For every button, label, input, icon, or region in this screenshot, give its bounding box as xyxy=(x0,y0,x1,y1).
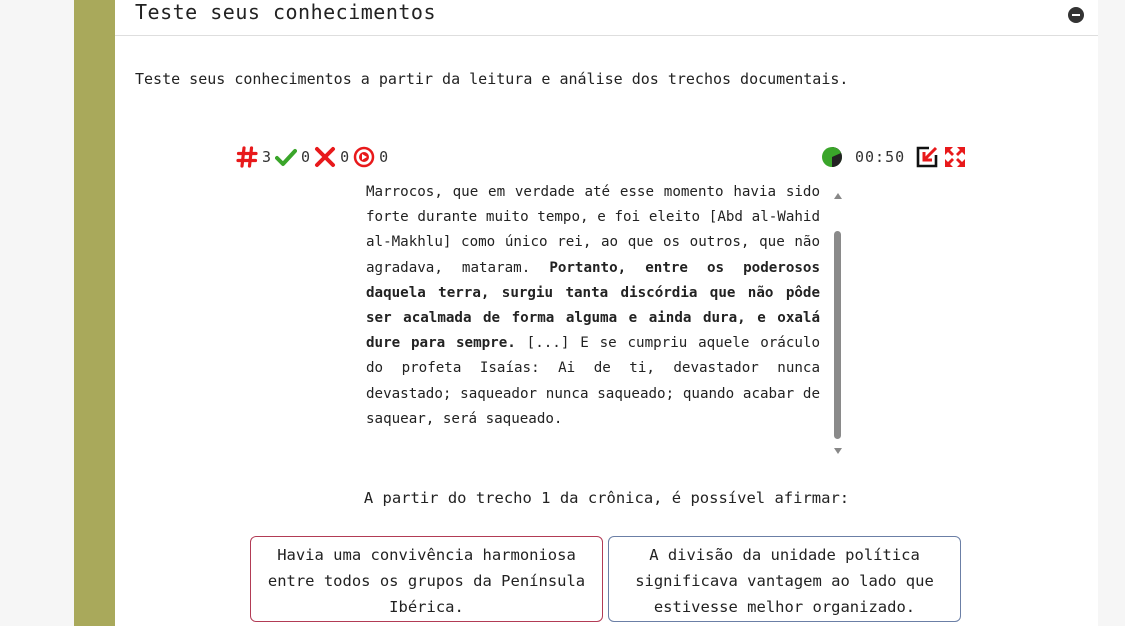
cross-icon xyxy=(314,146,336,168)
fullscreen-icon[interactable] xyxy=(943,145,967,169)
question-text: A partir do trecho 1 da crônica, é possível afirmar: xyxy=(363,489,850,507)
exit-icon[interactable] xyxy=(915,145,939,169)
excerpt-text xyxy=(366,183,820,432)
check-icon xyxy=(275,146,297,168)
skipped-count: 0 xyxy=(379,148,389,166)
quiz-panel xyxy=(115,0,1098,626)
quiz-timer xyxy=(821,145,971,169)
wrong-count: 0 xyxy=(340,148,350,166)
scroll-down-icon[interactable] xyxy=(834,448,842,454)
scroll-thumb[interactable] xyxy=(834,231,841,439)
questions-count: 3 xyxy=(262,148,272,166)
panel-header xyxy=(115,0,1098,36)
answer-option-b[interactable]: A divisão da unidade política significava vantagem ao lado que estivesse melhor organizado. xyxy=(608,536,961,622)
excerpt-part-3: [...] E se cumpriu aquele oráculo do profeta Isaías: Ai de ti, devastador nunca devastado; saqueador nunca saqueado; quando acabar de saquear, será saqueado. xyxy=(366,335,820,427)
excerpt-part-2-bold: Portanto, entre os poderosos daquela terra, surgiu tanta discórdia que não pôde ser acalmada de forma alguma e ainda dura, e oxalá dure para sempre. xyxy=(366,259,820,352)
quiz-stats xyxy=(236,145,392,169)
correct-count: 0 xyxy=(301,148,311,166)
skip-icon xyxy=(353,146,375,168)
collapse-icon[interactable] xyxy=(1068,7,1084,23)
excerpt-scrollbar[interactable] xyxy=(832,190,844,456)
intro-text: Teste seus conhecimentos a partir da leitura e análise dos trechos documentais. xyxy=(135,70,849,88)
pie-clock-icon xyxy=(821,146,843,168)
panel-title: Teste seus conhecimentos xyxy=(135,0,436,24)
timer-display: 00:50 xyxy=(855,148,906,166)
answer-option-a[interactable]: Havia uma convivência harmoniosa entre todos os grupos da Península Ibérica. xyxy=(250,536,603,622)
excerpt-box[interactable] xyxy=(366,183,836,455)
hash-icon xyxy=(236,146,258,168)
excerpt-part-1: Marrocos, que em verdade até esse momento havia sido forte durante muito tempo, e foi eleito [Abd al-Wahid al-Makhlu] como único rei, ao que os outros, que não agradava, mataram. xyxy=(366,184,820,276)
scroll-up-icon[interactable] xyxy=(834,193,842,199)
